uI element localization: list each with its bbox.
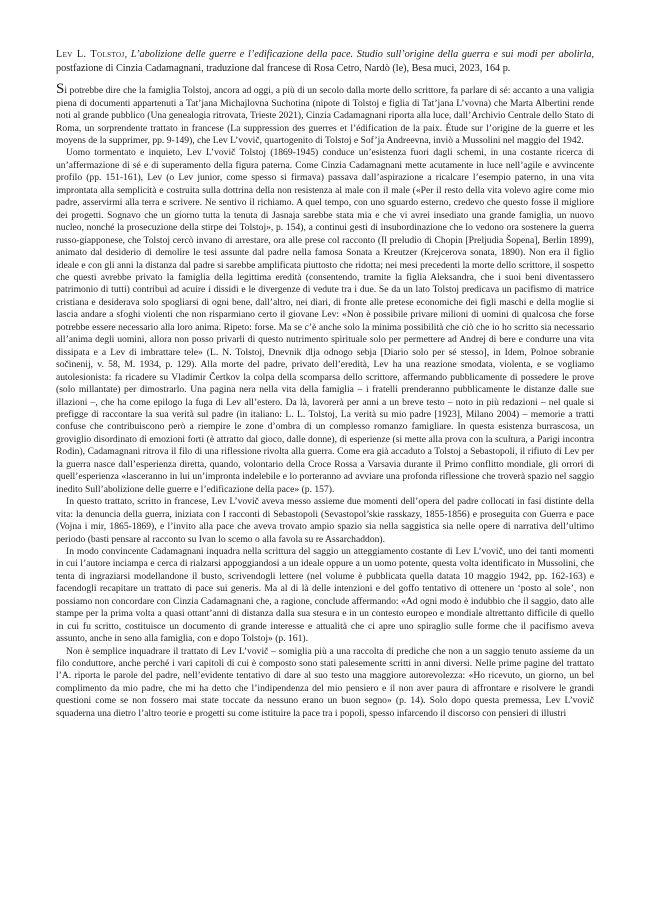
book-publication-details: , postfazione di Cinzia Cadamagnani, traduzione dal francese di Rosa Cetro, Nardò (le), Besa muci, 2023, 164 p. (56, 49, 594, 74)
paragraph: Non è semplice inquadrare il trattato di Lev L’vovič – somiglia più a una raccolta di prediche che non a un saggio tenuto assieme da un filo conduttore, anche perché i vari capitoli di cui è composto sono stati palesemente scritti in anni diversi. Nelle prime pagine del trattato l’A. riporta le parole del padre, nell’evidente tentativo di dare al suo testo una maggiore autorevolezza: «Ho ricevuto, un giorno, un bel complimento da mio padre, che mi ha detto che l’indipendenza del mio pensiero e il non aver paura di affrontare e risolvere le grandi questioni come se non fossero mai state toccate da nessuno erano un buon segno» (p. 14). Solo dopo questa premessa, Lev L’vovič squaderna una dietro l’altro teorie e progetti su come istituire la pace tra i popoli, spesso infarcendo il discorso con pensieri di illustri (56, 645, 594, 719)
paragraph: In questo trattato, scritto in francese, Lev L’vovič aveva messo assieme due momenti dell’opera del padre collocati in fasi distinte della vita: la denuncia della guerra, iniziata con I racconti di Sebastopoli (Sevastopol’skie rasskazy, 1855-1856) e proseguita con Guerra e pace (Vojna i mir, 1865-1869), e l’invito alla pace che aveva trovato ampio spazio sia nella saggistica sia nelle opere di narrativa dell’ultimo periodo (basti pensare al racconto su Ivan lo scemo o alla favola su re Assarchaddon). (56, 496, 594, 545)
paragraph: In modo convincente Cadamagnani inquadra nella scrittura del saggio un atteggiamento costante di Lev L’vovič, uno dei tanti momenti in cui l’autore inciampa e cerca di rialzarsi appoggiandosi a un ideale oppure a un uomo potente, questa volta identificato in Mussolini, che tenta di ingraziarsi modellandone il busto, scrivendogli lettere (nel volume è pubblicata quella datata 10 maggio 1942, pp. 162-163) e facendogli recapitare un trattato di pace sui generis. Ma al di là delle intenzioni e del goffo tentativo di ottenere un ‘posto al sole’, non possiamo non concordare con Cinzia Cadamagnani che, a ragione, conclude affermando: «Ad ogni modo è indubbio che il saggio, dato alle stampe per la prima volta a quasi ottant’anni di distanza dalla sua stesura e in un contesto europeo e mondiale altrettanto difficile di quello in cui fu scritto, costituisce un documento di grande interesse e attualità che ci apre uno spiraglio sulle forme che il pacifismo aveva assunto, anche in seno alla famiglia, con e dopo Tolstoj» (p. 161). (56, 545, 594, 645)
review-body (56, 81, 594, 720)
book-author: Lev L. Tolstoj (56, 49, 125, 60)
paragraph: Uomo tormentato e inquieto, Lev L’vovič Tolstoj (1869-1945) conduce un’esistenza fuori dagli schemi, in una costante ricerca di un’affermazione di sé e di superamento della figura paterna. Come Cinzia Cadamagnani mette acutamente in luce nell’agile e avvincente profilo (pp. 151-161), Lev (o Lev junior, come spesso si firmava) passava dall’aspirazione a ricalcare l’esempio paterno, in una vita improntata alla semplicità e costruita sulla dottrina della non resistenza al male con il male («Per il resto della vita volevo agire come mio padre, asservirmi alla terra e scrivere. Ne sentivo il richiamo. A quel tempo, con uno sguardo esterno, credevo che questo fosse il migliore dei progetti. Sognavo che un giorno tutta la tenuta di Jasnaja sarebbe stata mia e che vi avrei insediato una grande famiglia, un nuovo nucleo, nonché la prosecuzione della stirpe dei Tolstoj», p. 154), a continui gesti di insubordinazione che lo vedono ora sostenere la guerra russo-giapponese, che Tolstoj cercò invano di arrestare, ora alle prese col racconto (Il preludio di Chopin [Preljudia Šopena], Berlin 1899), animato dal desiderio di demolire le tesi assunte dal padre nella famosa Sonata a Kreutzer (Krejcerova sonata, 1890). Non era il figlio ideale e con gli anni la distanza dal padre si sarebbe amplificata piuttosto che ridotta; nei mesi precedenti la morte dello scrittore, il sospetto che questi avrebbe privato la famiglia della legittima eredità (consentendo, tramite la figlia Aleksandra, che i suoi beni diventassero patrimonio di tutti) contribuì ad acuire i dissidi e le divergenze di vedute tra i due. Se da un lato Tolstoj predicava un pacifismo di matrice cristiana e desiderava solo spogliarsi di ogni bene, dall’altro, nei diari, di fronte alle pretese economiche dei figli maschi e della moglie si lascia andare a sfoghi violenti che non risparmiano certo il giovane Lev: «Non è possibile privare milioni di uomini di qualcosa che forse potrebbe essere necessario alla loro anima. Ripeto: forse. Ma se c’è anche solo la minima possibilità che ciò che io ho scritto sia necessario all’anima degli uomini, allora non posso privarli di questo nutrimento spirituale solo per permettere ad Andrej di bere e condurre una vita dissipata e a Lev di imbrattare tele» (L. N. Tolstoj, Dnevnik dlja odnogo sebja [Diario solo per sé stesso], in Idem, Polnoe sobranie sočinenij, v. 58, M. 1934, p. 129). Alla morte del padre, privato dell’eredità, Lev ha una reazione smodata, violenta, e se vogliamo autolesionista: fa ricadere su Vladimir Čertkov la colpa della scomparsa dello scrittore, affermando pubblicamente di possedere le prove (solo millantate) per dimostrarlo. Una pagina nera nella vita della famiglia – i fratelli prenderanno pubblicamente le distanze dalle sue illazioni –, che ha come epilogo la fuga di Lev all’estero. Da là, lavorerà per anni a un breve testo – noto in più redazioni – nel quale si prefigge di raccontare la sua verità sul padre (in italiano: L. L. Tolstoj, La verità su mio padre [1923], Milano 2004) – memorie a tratti confuse che contribuiscono però a riempire le zone d’ombra di un complesso romanzo famigliare. In questa esistenza burrascosa, un groviglio disordinato di emozioni forti (è attratto dal gioco, dalle donne), di esperienze (si mette alla prova con la scultura, a Parigi incontra Rodin), Cadamagnani ritrova il filo di una riflessione rivolta alla guerra. Come era già accaduto a Tolstoj a Sebastopoli, il rifiuto di Lev per la guerra nasce dall’esperienza diretta, quando, volontario della Croce Rossa a Varsavia durante il Primo conflitto mondiale, gli orrori di quell’esperienza «lasceranno in lui un’impronta indelebile e lo porteranno ad avviare una profonda riflessione che troverà spazio nel saggio inedito Sull’abolizione delle guerre e l’edificazione della pace» (p. 157). (56, 147, 594, 495)
review-header (56, 48, 594, 75)
paragraph: Si potrebbe dire che la famiglia Tolstoj, ancora ad oggi, a più di un secolo dalla morte dello scrittore, fa parlare di sé: accanto a una valigia piena di documenti appartenuti a Tat’jana Michajlovna Suchotina (nipote di Tolstoj e figlia di Tat’jana L’vovna) che Marta Albertini rende noti al grande pubblico (Una genealogia ritrovata, Trieste 2021), Cinzia Cadamagnani riporta alla luce, dall’Archivio Centrale dello Stato di Roma, un sorprendente trattato in francese (La suppression des guerres et l’édification de la paix. Étude sur l’origine de la guerre et les moyens de la supprimer, pp. 9-149), che Lev L’vovič, quartogenito di Tolstoj e Sof’ja Andreevna, inviò a Mussolini nel maggio del 1942. (56, 81, 594, 146)
book-title: , L’abolizione delle guerre e l’edificazione della pace. Studio sull’origine della guerra e sui modi per abolirla (124, 49, 592, 60)
initial-letter: S (56, 81, 65, 98)
